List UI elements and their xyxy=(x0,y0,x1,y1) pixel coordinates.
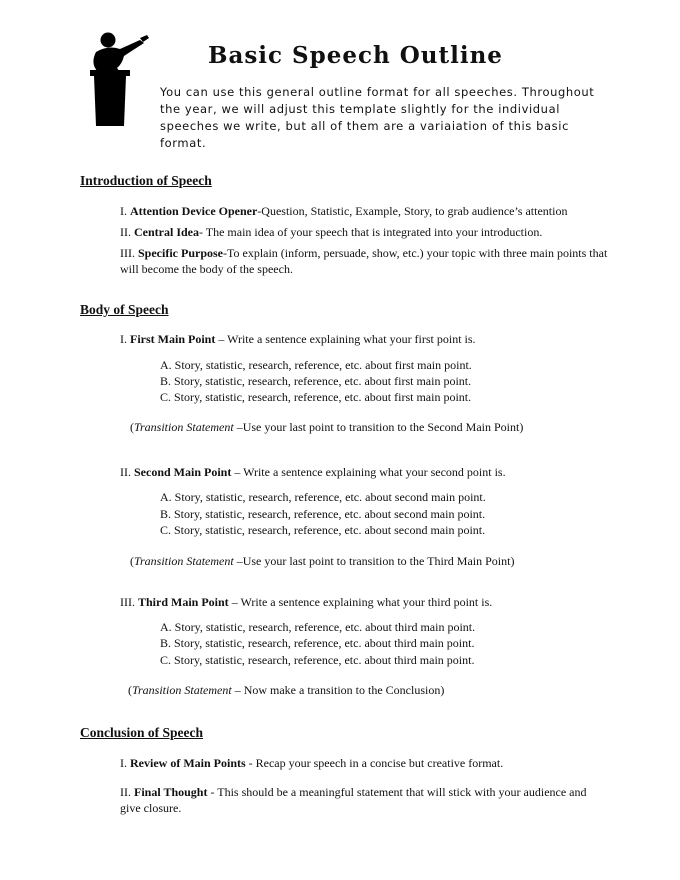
first-point-sub-c: C. Story, statistic, research, reference, etc. about first main point. xyxy=(160,390,472,404)
third-point-sub-b: B. Story, statistic, research, reference, etc. about third main point. xyxy=(160,636,475,650)
page-title: Basic Speech Outline xyxy=(208,42,503,69)
conclusion-heading: Conclusion of Speech xyxy=(80,725,204,740)
intro-item-attention: I. Attention Device Opener-Question, Statistic, Example, Story, to grab audience’s attention xyxy=(120,204,568,218)
first-point-sub-b: B. Story, statistic, research, reference, etc. about first main point. xyxy=(160,374,472,388)
second-transition: (Transition Statement –Use your last point to transition to the Third Main Point) xyxy=(130,554,515,568)
body-point-second: II. Second Main Point – Write a sentence explaining what your second point is. xyxy=(120,465,506,479)
body-point-third: III. Third Main Point – Write a sentence explaining what your third point is. xyxy=(120,595,493,609)
first-point-sub-a: A. Story, statistic, research, reference, etc. about first main point. xyxy=(160,358,472,372)
speaker-at-podium-icon xyxy=(84,30,154,130)
body-point-first: I. First Main Point – Write a sentence explaining what your first point is. xyxy=(120,332,476,346)
third-transition: (Transition Statement – Now make a transition to the Conclusion) xyxy=(128,683,445,697)
intro-item-central-idea: II. Central Idea- The main idea of your speech that is integrated into your introduction. xyxy=(120,225,543,239)
second-point-sub-b: B. Story, statistic, research, reference, etc. about second main point. xyxy=(160,507,486,521)
second-point-sub-a: A. Story, statistic, research, reference, etc. about second main point. xyxy=(160,490,486,504)
third-point-sub-a: A. Story, statistic, research, reference, etc. about third main point. xyxy=(160,620,476,634)
second-point-sub-c: C. Story, statistic, research, reference, etc. about second main point. xyxy=(160,523,486,537)
intro-paragraph: You can use this general outline format for all speeches. Throughout the year, we will adjust this template slightly for the individual speeches we write, but all of them are a variaiation of this basic format. xyxy=(160,85,595,150)
third-point-sub-c: C. Story, statistic, research, reference, etc. about third main point. xyxy=(160,653,475,667)
conclusion-item-review: I. Review of Main Points - Recap your speech in a concise but creative format. xyxy=(120,756,504,770)
introduction-heading: Introduction of Speech xyxy=(80,173,212,188)
body-heading: Body of Speech xyxy=(80,302,169,317)
first-transition: (Transition Statement –Use your last point to transition to the Second Main Point) xyxy=(130,420,524,434)
conclusion-item-final-thought: II. Final Thought - This should be a meaningful statement that will stick with your audience and give closure. xyxy=(120,785,587,815)
intro-item-specific-purpose: III. Specific Purpose-To explain (inform, persuade, show, etc.) your topic with three main points that will become the body of the speech. xyxy=(120,246,608,276)
